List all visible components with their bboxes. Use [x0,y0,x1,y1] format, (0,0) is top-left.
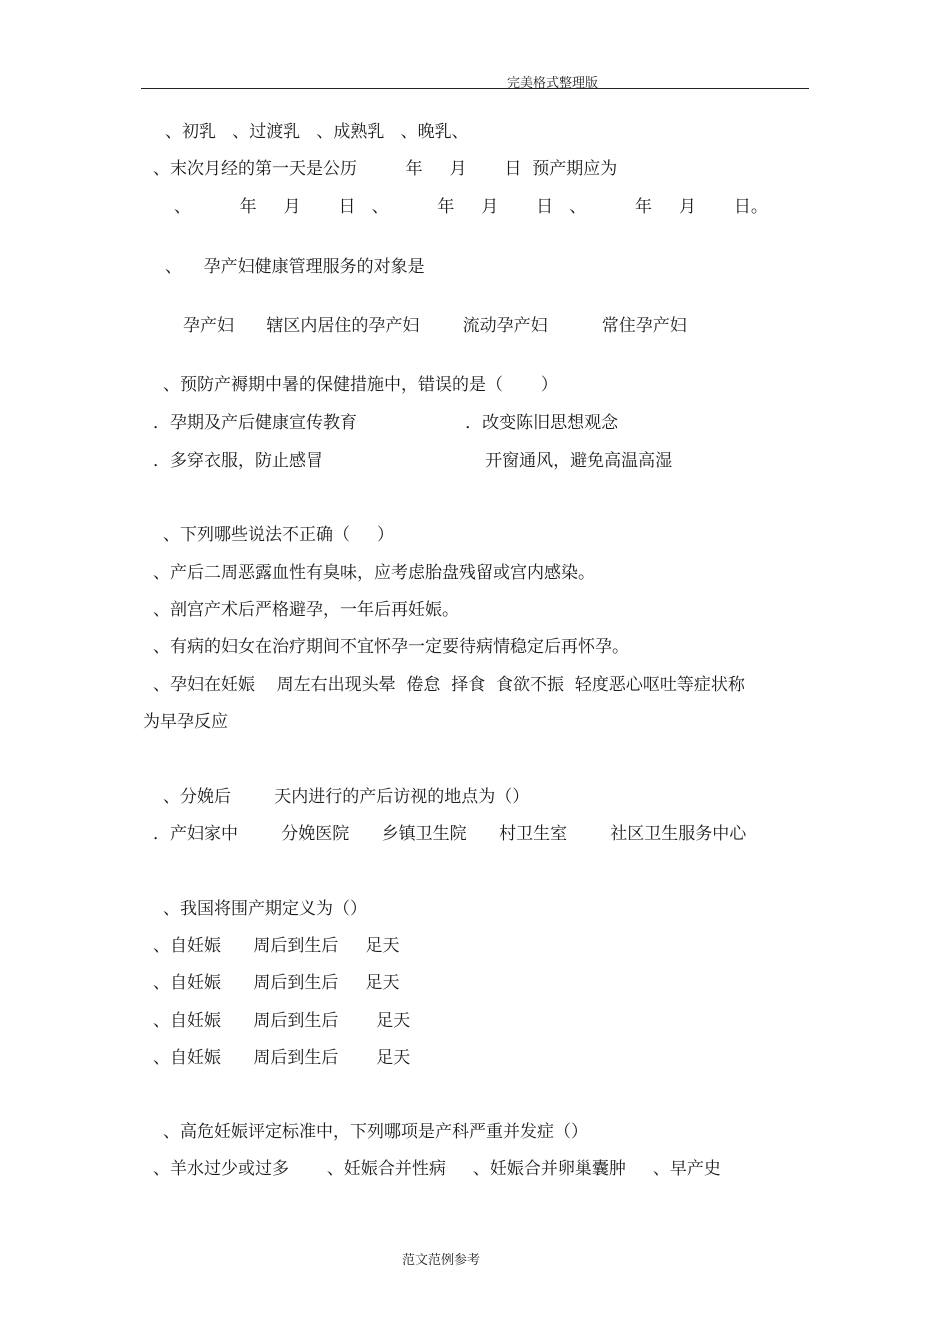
options-high-risk-pregnancy: 、羊水过少或过多 、妊娠合并性病 、妊娠合并卵巢囊肿 、早产史 [153,1159,721,1179]
question-perinatal-definition: 、我国将围产期定义为（） [163,899,367,919]
statement-b: 、剖宫产术后严格避孕，一年后再妊娠。 [153,600,459,620]
options-postpartum-visit: ．产妇家中 分娩医院 乡镇卫生院 村卫生室 社区卫生服务中心 [153,824,747,844]
header-divider [141,88,809,89]
page-footer: 范文范例参考 [402,1253,481,1268]
page-header: 完美格式整理版 [507,76,599,91]
line-last-period: 、末次月经的第一天是公历 年 月 日 预产期应为 [153,159,618,179]
option-perinatal-c: 、自妊娠 周后到生后 足天 [153,1011,411,1031]
options-service-target: 孕产妇 辖区内居住的孕产妇 流动孕产妇 常住孕产妇 [183,316,687,336]
question-heatstroke: 、预防产褥期中暑的保健措施中，错误的是（ ） [163,375,558,395]
line-due-date-options: 、 年 月 日 、 年 月 日 、 年 月 日。 [174,197,768,217]
options-heatstroke-2: ．多穿衣服，防止感冒 开窗通风，避免高温高湿 [153,451,673,471]
statement-c: 、有病的妇女在治疗期间不宜怀孕一定要待病情稳定后再怀孕。 [153,637,629,657]
option-perinatal-b: 、自妊娠 周后到生后 足天 [153,973,400,993]
statement-d: 、孕妇在妊娠 周左右出现头晕 倦怠 择食 食欲不振 轻度恶心呕吐等症状称 [153,675,745,695]
question-high-risk-pregnancy: 、高危妊娠评定标准中，下列哪项是产科严重并发症（） [163,1122,588,1142]
question-incorrect-statements: 、下列哪些说法不正确（ ） [163,525,395,545]
line-milk-types: 、初乳 、过渡乳 、成熟乳 、晚乳、 [165,122,469,142]
option-perinatal-a: 、自妊娠 周后到生后 足天 [153,936,400,956]
statement-a: 、产后二周恶露血性有臭味，应考虑胎盘残留或宫内感染。 [153,563,595,583]
options-heatstroke-1: ．孕期及产后健康宣传教育 ．改变陈旧思想观念 [153,413,619,433]
question-service-target: 、 孕产妇健康管理服务的对象是 [165,257,425,277]
statement-d-continued: 为早孕反应 [143,712,228,732]
option-perinatal-d: 、自妊娠 周后到生后 足天 [153,1048,411,1068]
question-postpartum-visit: 、分娩后 天内进行的产后访视的地点为（） [163,787,530,807]
